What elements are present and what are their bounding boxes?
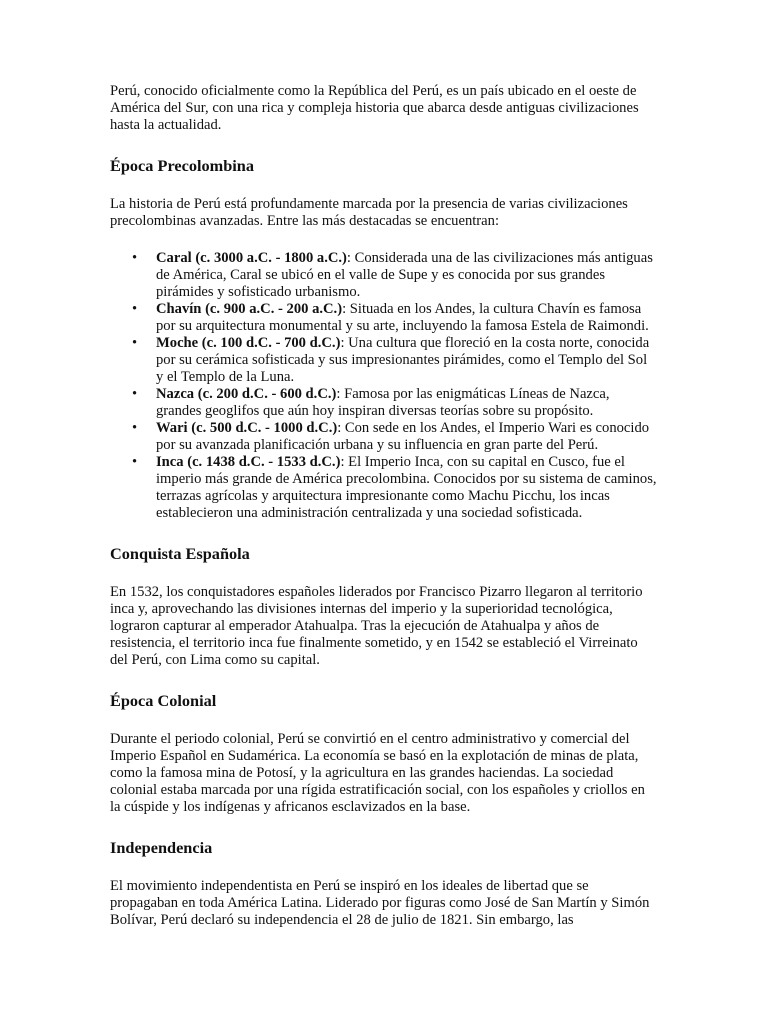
precolombina-paragraph: La historia de Perú está profundamente marcada por la presencia de varias civilizaciones precolombinas avanzadas. Entre las más destacadas se encuentran:	[110, 196, 628, 229]
civilizations-list	[110, 250, 658, 522]
heading-epoca-precolombina: Época Precolombina	[110, 156, 254, 175]
independencia-paragraph: El movimiento independentista en Perú se inspiró en los ideales de libertad que se propagaban en toda América Latina. Liderado por figuras como José de San Martín y Simón Bolívar, Perú declaró su independencia el 28 de julio de 1821. Sin embargo, las	[110, 878, 650, 928]
bullet-icon: •	[132, 335, 138, 351]
list-item: • Nazca (c. 200 d.C. - 600 d.C.): Famosa por las enigmáticas Líneas de Nazca, grandes geoglifos que aún hoy inspiran diversas teorías sobre su propósito.	[132, 386, 610, 419]
intro-paragraph: Perú, conocido oficialmente como la República del Perú, es un país ubicado en el oeste de América del Sur, con una rica y compleja historia que abarca desde antiguas civilizaciones hasta la actualidad.	[110, 83, 639, 133]
list-item: • Wari (c. 500 d.C. - 1000 d.C.): Con sede en los Andes, el Imperio Wari es conocido por su avanzada planificación urbana y su influencia en gran parte del Perú.	[132, 420, 650, 453]
heading-independencia: Independencia	[110, 838, 213, 857]
conquista-paragraph: En 1532, los conquistadores españoles liderados por Francisco Pizarro llegaron al territorio inca y, aprovechando las divisiones internas del imperio y la superioridad tecnológica, lograron capturar al emperador Atahualpa. Tras la ejecución de Atahualpa y años de resistencia, el territorio inca fue finalmente sometido, y en 1542 se estableció el Virreinato del Perú, con Lima como su capital.	[110, 584, 643, 668]
list-item: • Caral (c. 3000 a.C. - 1800 a.C.): Considerada una de las civilizaciones más antiguas de América, Caral se ubicó en el valle de Supe y es conocida por sus grandes pirámides y sofisticado urbanismo.	[132, 250, 653, 300]
list-item: • Inca (c. 1438 d.C. - 1533 d.C.): El Imperio Inca, con su capital en Cusco, fue el imperio más grande de América precolombina. Conocidos por su sistema de caminos, terrazas agrícolas y arquitectura impresionante como Machu Picchu, los incas establecieron una administración centralizada y una sociedad sofisticada.	[132, 454, 657, 521]
bullet-icon: •	[132, 250, 138, 266]
bullet-icon: •	[132, 386, 138, 402]
list-item: • Moche (c. 100 d.C. - 700 d.C.): Una cultura que floreció en la costa norte, conocida por su cerámica sofisticada y sus impresionantes pirámides, como el Templo del Sol y el Templo de la Luna.	[132, 335, 650, 385]
document-body	[110, 83, 658, 929]
heading-conquista-espanola: Conquista Española	[110, 544, 250, 563]
heading-epoca-colonial: Época Colonial	[110, 691, 217, 710]
bullet-icon: •	[132, 301, 138, 317]
list-item: • Chavín (c. 900 a.C. - 200 a.C.): Situada en los Andes, la cultura Chavín es famosa por su arquitectura monumental y su arte, incluyendo la famosa Estela de Raimondi.	[132, 301, 649, 334]
bullet-icon: •	[132, 420, 138, 436]
colonial-paragraph: Durante el periodo colonial, Perú se convirtió en el centro administrativo y comercial del Imperio Español en Sudamérica. La economía se basó en la explotación de minas de plata, como la famosa mina de Potosí, y la agricultura en las grandes haciendas. La sociedad colonial estaba marcada por una rígida estratificación social, con los españoles y criollos en la cúspide y los indígenas y africanos esclavizados en la base.	[110, 731, 645, 815]
bullet-icon: •	[132, 454, 138, 470]
